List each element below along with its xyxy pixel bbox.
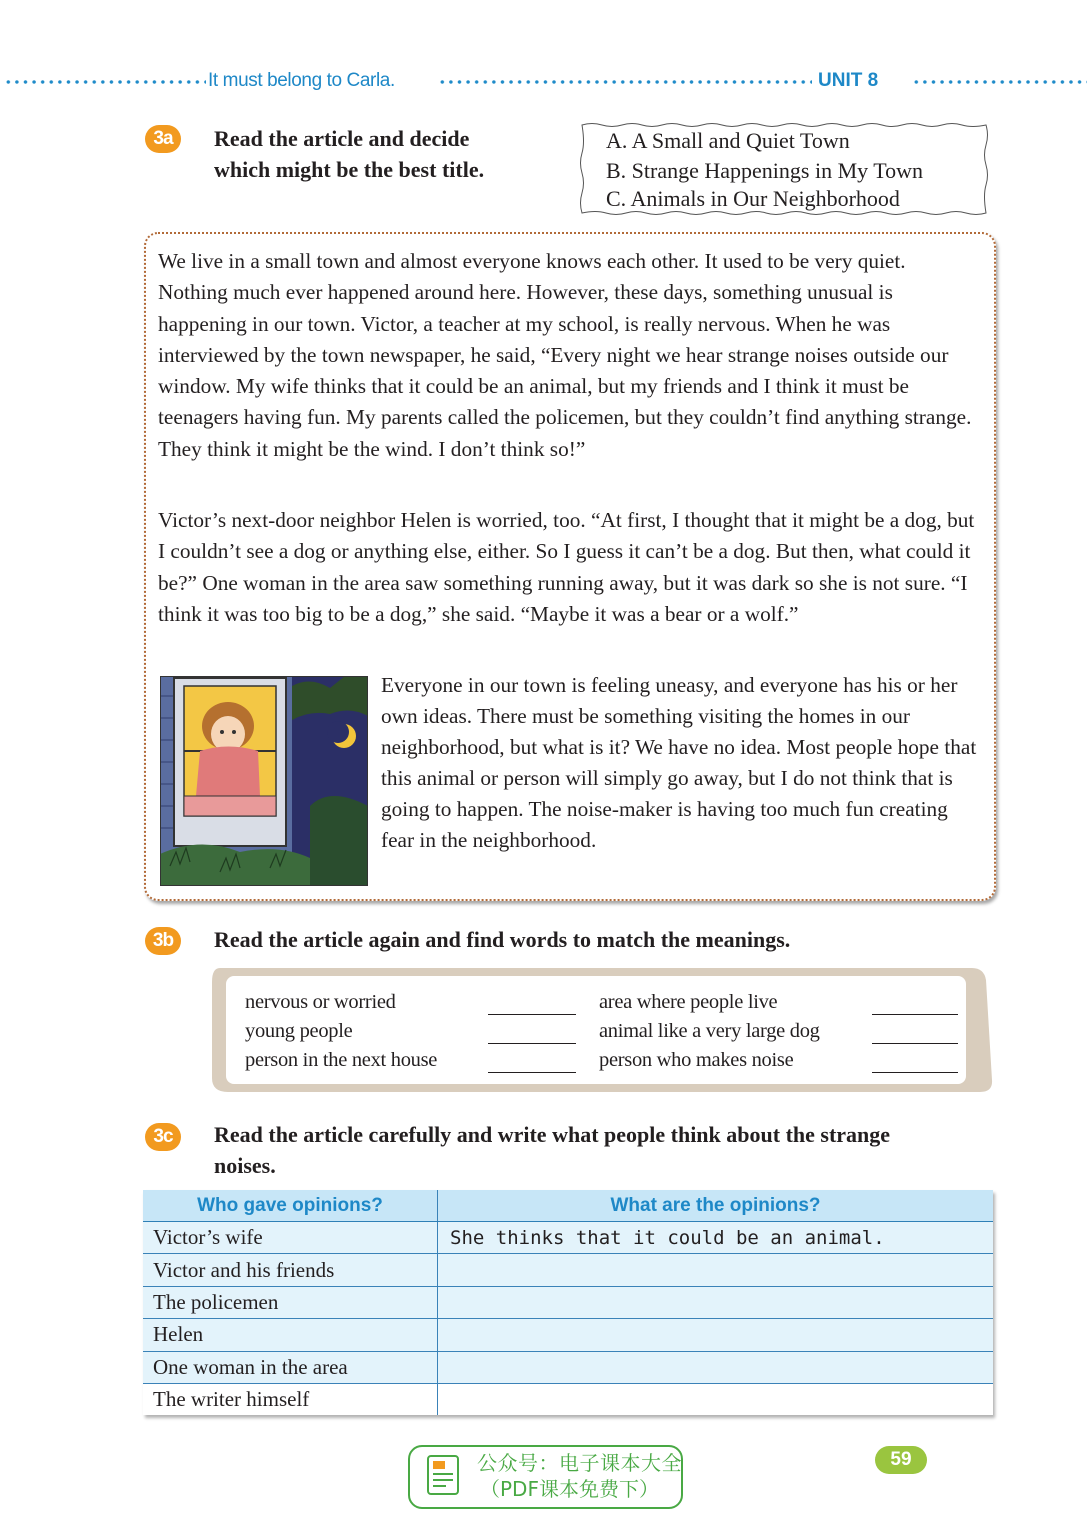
table-header-row <box>143 1190 993 1222</box>
header-dots-left <box>4 79 206 85</box>
who-cell: The policemen <box>143 1286 438 1318</box>
meaning-right-1: area where people live <box>599 991 778 1013</box>
header-who: Who gave opinions? <box>143 1190 438 1222</box>
meaning-left-3: person in the next house <box>245 1049 438 1071</box>
article-paragraph-1: We live in a small town and almost everyone knows each other. It used to be very quiet. Nothing much ever happened around here. However, these days, something unusual is happening in our town. Victor, a teacher at my school, is really nervous. When he was interviewed by the town newspaper, he said, “Every night we hear strange noises outside our window. My wife thinks that it could be an animal, but my friends and I think it must be teenagers having fun. My parents called the policemen, but they couldn’t find anything strange. They think it might be the wind. I don’t think so!” <box>158 249 972 461</box>
lesson-title: It must belong to Carla. <box>208 70 395 91</box>
table-row <box>143 1286 993 1318</box>
title-options-box <box>580 121 990 217</box>
watermark-box <box>408 1445 683 1509</box>
who-cell: Victor’s wife <box>143 1222 438 1254</box>
badge-3b: 3b <box>145 927 181 955</box>
who-cell: One woman in the area <box>143 1351 438 1383</box>
who-cell: Helen <box>143 1319 438 1351</box>
unit-label: UNIT 8 <box>818 70 879 91</box>
meaning-left-1: nervous or worried <box>245 991 396 1013</box>
option-a: A. A Small and Quiet Town <box>606 128 850 153</box>
answer-blank-left-1[interactable] <box>488 1014 576 1015</box>
answer-blank-right-3[interactable] <box>872 1072 958 1073</box>
watermark-line-1: 公众号：电子课本大全 <box>477 1451 682 1475</box>
answer-blank-left-2[interactable] <box>488 1043 576 1044</box>
opinion-cell[interactable] <box>438 1351 994 1383</box>
table-row <box>143 1319 993 1351</box>
article-paragraph-3: Everyone in our town is feeling uneasy, and everyone has his or her own ideas. There must be something visiting the homes in our neighborhood, but what is it? We have no idea. Most people hope that this animal or person will simply go away, but I do not think that is going to happen. The noise-maker is having too much fun creating fear in the neighborhood. <box>381 673 977 852</box>
article-paragraph-2: Victor’s next-door neighbor Helen is worried, too. “At first, I thought that it might be a dog, but I couldn’t see a dog or anything else, either. So I guess it can’t be a dog. But then, what could it be?” One woman in the area saw something running away, but it was dark so she is not sure. “I think it was too big to be a dog,” she said. “Maybe it was a bear or a wolf.” <box>158 508 975 626</box>
instruction-3b: Read the article again and find words to match the meanings. <box>214 927 791 952</box>
opinion-cell[interactable] <box>438 1319 994 1351</box>
header-dots-middle <box>438 79 812 85</box>
window-illustration <box>160 676 368 886</box>
opinion-cell[interactable] <box>438 1383 994 1415</box>
option-c: C. Animals in Our Neighborhood <box>606 186 900 211</box>
table-row <box>143 1222 993 1254</box>
table-row <box>143 1254 993 1286</box>
opinions-table <box>143 1190 993 1415</box>
answer-blank-right-1[interactable] <box>872 1014 958 1015</box>
badge-3a: 3a <box>145 125 181 153</box>
option-b: B. Strange Happenings in My Town <box>606 158 924 183</box>
meaning-right-3: person who makes noise <box>599 1049 794 1071</box>
header-dots-right <box>912 79 1087 85</box>
word-match-box <box>212 968 994 1094</box>
ebook-icon <box>424 1454 464 1500</box>
table-row <box>143 1383 993 1415</box>
watermark-line-2: （PDF课本免费下） <box>480 1477 659 1501</box>
table-row <box>143 1351 993 1383</box>
meaning-right-2: animal like a very large dog <box>599 1020 820 1042</box>
header-opinions: What are the opinions? <box>438 1190 994 1222</box>
answer-blank-right-2[interactable] <box>872 1043 958 1044</box>
answer-blank-left-3[interactable] <box>488 1072 576 1073</box>
meaning-left-2: young people <box>245 1020 353 1042</box>
who-cell: Victor and his friends <box>143 1254 438 1286</box>
badge-3c: 3c <box>145 1123 181 1151</box>
page-number: 59 <box>875 1446 927 1474</box>
who-cell: The writer himself <box>143 1383 438 1415</box>
opinion-cell[interactable] <box>438 1286 994 1318</box>
instruction-3a-line2: which might be the best title. <box>214 157 485 182</box>
opinion-cell: She thinks that it could be an animal. <box>438 1222 994 1254</box>
instruction-3a-line1: Read the article and decide <box>214 126 470 151</box>
instruction-3c-line1: Read the article carefully and write what people think about the strange <box>214 1122 891 1147</box>
opinion-cell[interactable] <box>438 1254 994 1286</box>
page-header <box>0 70 1087 94</box>
instruction-3c-line2: noises. <box>214 1153 276 1178</box>
